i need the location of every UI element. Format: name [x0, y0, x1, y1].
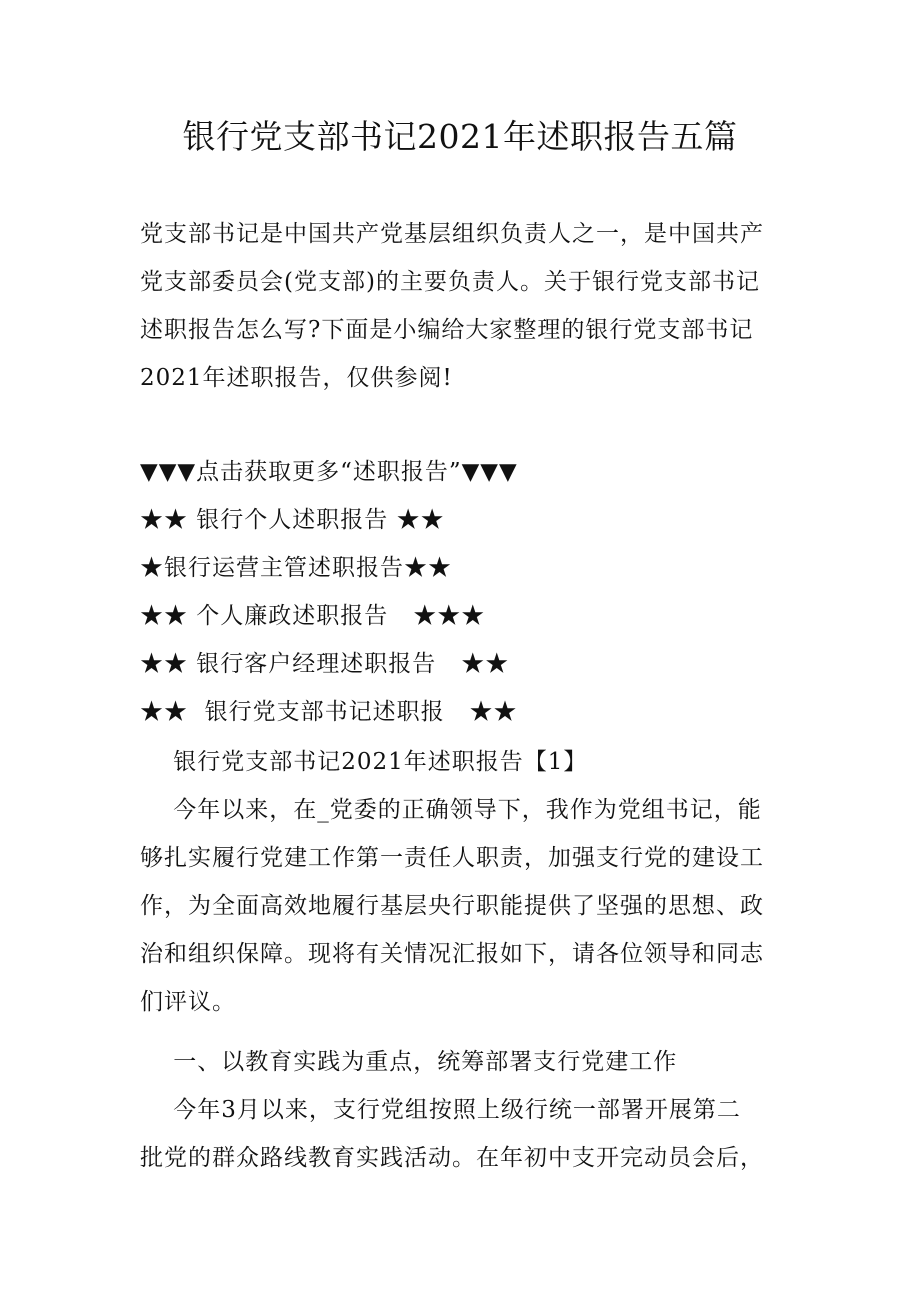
report-content [140, 738, 780, 1182]
link-account-manager-report[interactable]: ★★ 银行客户经理述职报告 ★★ [140, 651, 510, 677]
paragraph-line: 今年3月以来，支行党组按照上级行统一部署开展第二 [173, 1097, 741, 1123]
section-heading: 银行党支部书记2021年述职报告【1】 [173, 749, 588, 775]
paragraph-spacer [140, 1026, 780, 1038]
intro-line: 党支部书记是中国共产党基层组织负责人之一，是中国共产 [140, 221, 764, 247]
link-bank-operations-report[interactable]: ★银行运营主管述职报告★★ [140, 555, 452, 581]
intro-line: 2021年述职报告，仅供参阅! [140, 365, 453, 391]
link-bank-personal-report[interactable]: ★★ 银行个人述职报告 ★★ [140, 507, 445, 533]
paragraph-line: 作，为全面高效地履行基层央行职能提供了坚强的思想、政 [140, 893, 764, 919]
intro-line: 述职报告怎么写?下面是小编给大家整理的银行党支部书记 [140, 317, 754, 343]
intro-line: 党支部委员会(党支部)的主要负责人。关于银行党支部书记 [140, 269, 760, 295]
paragraph-line: 够扎实履行党建工作第一责任人职责，加强支行党的建设工 [140, 845, 764, 871]
subheading: 一、以教育实践为重点，统筹部署支行党建工作 [173, 1049, 678, 1075]
paragraph-line: 批党的群众路线教育实践活动。在年初中支开完动员会后， [140, 1145, 764, 1171]
more-reports-link[interactable]: ▼▼▼点击获取更多“述职报告”▼▼▼ [140, 459, 518, 485]
paragraph-line: 治和组织保障。现将有关情况汇报如下，请各位领导和同志 [140, 941, 764, 967]
related-links-list [140, 448, 780, 736]
paragraph-line: 们评议。 [140, 989, 236, 1015]
intro-paragraph [140, 210, 780, 402]
document-title: 银行党支部书记2021年述职报告五篇 [182, 117, 738, 156]
link-integrity-report[interactable]: ★★ 个人廉政述职报告 ★★★ [140, 603, 486, 629]
paragraph-line: 今年以来，在_党委的正确领导下，我作为党组书记，能 [173, 797, 762, 823]
link-party-secretary-report[interactable]: ★★ 银行党支部书记述职报 ★★ [140, 699, 518, 725]
